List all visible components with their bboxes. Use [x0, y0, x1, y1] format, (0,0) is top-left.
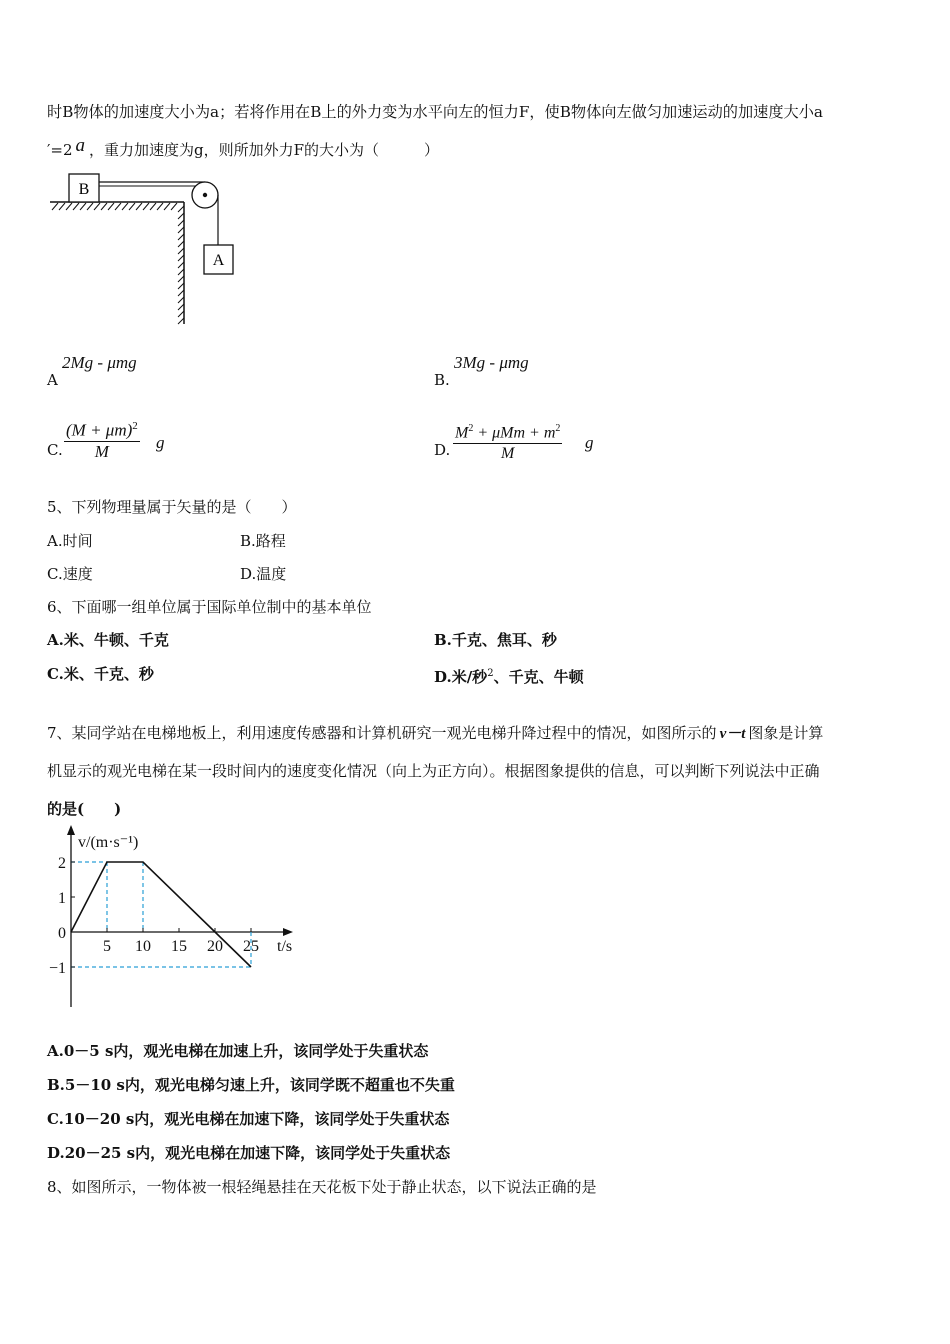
q6-option-d-suffix: 、千克、牛顿	[493, 668, 584, 686]
x-axis-arrow	[283, 928, 293, 936]
q6-option-a: A.米、牛顿、千克	[47, 631, 169, 649]
q4-option-b-expr: 3Mg - μmg	[454, 353, 529, 372]
q7-stem-line1-prefix: 7、某同学站在电梯地板上，利用速度传感器和计算机研究一观光电梯升降过程中的情况，如图所示的	[47, 724, 717, 742]
q4-option-d-exp-2: 2	[555, 423, 561, 434]
q4-option-d-num-1: M	[455, 424, 469, 442]
y-tick-label: 2	[58, 855, 66, 872]
y-axis-arrow	[67, 825, 75, 835]
y-tick-label: 1	[58, 890, 66, 907]
q6-stem: 6、下面哪一组单位属于国际单位制中的基本单位	[47, 598, 372, 616]
q6-option-c: C.米、千克、秒	[47, 665, 154, 683]
q4-accel-symbol: a	[75, 135, 86, 156]
block-b-label: B	[78, 181, 90, 198]
velocity-series-line	[71, 862, 251, 967]
q7-stem-line1	[47, 723, 823, 744]
q6-option-b: B.千克、焦耳、秒	[434, 631, 557, 649]
x-axis-label: t/s	[277, 938, 293, 955]
q6-option-d	[434, 664, 584, 687]
q4-option-d-g: g	[585, 433, 594, 452]
pulley-figure	[44, 170, 284, 330]
q5-stem: 5、下列物理量属于矢量的是（ ）	[47, 498, 297, 516]
x-tick-label: 20	[207, 938, 223, 955]
wall-hatch	[178, 206, 184, 324]
q4-stem-line1: 时B物体的加速度大小为a；若将作用在B上的外力变为水平向左的恒力F，使B物体向左做匀加速运动的加速度大小a	[47, 103, 823, 121]
q4-option-c-numerator: (M + μm)	[66, 420, 133, 440]
q4-option-c-letter: C.	[47, 441, 63, 459]
q8-stem: 8、如图所示，一物体被一根轻绳悬挂在天花板下处于静止状态，以下说法正确的是	[47, 1178, 597, 1196]
q7-option-a: A.0－5 s内，观光电梯在加速上升，该同学处于失重状态	[47, 1042, 429, 1060]
q4-option-d-num-2: + μMm + m	[473, 424, 556, 442]
block-a-label: A	[212, 252, 225, 269]
x-tick-label: 5	[103, 938, 111, 955]
q4-option-d-exp-1: 2	[468, 423, 474, 434]
q7-stem-line2: 机显示的观光电梯在某一段时间内的速度变化情况（向上为正方向）。根据图象提供的信息，可以判断下列说法中正确	[47, 762, 820, 780]
q5-option-a: A.时间	[47, 532, 93, 550]
x-tick-label: 10	[135, 938, 151, 955]
q6-option-d-exponent: 2	[487, 668, 494, 679]
q4-option-c-exponent: 2	[132, 420, 138, 432]
ground-hatch	[52, 203, 177, 210]
q4-option-c-denominator: M	[94, 441, 109, 461]
q7-option-c: C.10－20 s内，观光电梯在加速下降，该同学处于失重状态	[47, 1110, 450, 1128]
x-tick-label: 15	[171, 938, 187, 955]
q4-stem-line2	[47, 135, 440, 160]
q7-stem-line3: 的是( )	[47, 800, 122, 818]
q5-option-d: D.温度	[240, 565, 287, 583]
q4-option-d-denominator: M	[501, 445, 515, 463]
q7-option-b: B.5－10 s内，观光电梯匀速上升，该同学既不超重也不失重	[47, 1076, 455, 1094]
q7-vt-symbol: v－t	[719, 726, 746, 742]
velocity-time-chart	[40, 826, 310, 1006]
y-tick-label: −1	[48, 960, 66, 977]
q4-stem-line2-prefix: ′=2	[47, 141, 73, 159]
y-tick-label: 0	[58, 925, 66, 942]
q4-stem-line2-suffix: ，重力加速度为g，则所加外力F的大小为（ ）	[89, 141, 440, 159]
q5-option-b: B.路程	[240, 532, 286, 550]
q4-option-c-fraction	[64, 416, 140, 462]
q4-option-d-letter: D.	[434, 441, 451, 459]
pulley-axle	[203, 193, 207, 197]
q4-option-a-letter: A	[47, 371, 58, 389]
q5-option-c: C.速度	[47, 565, 93, 583]
q4-option-d-fraction	[453, 419, 562, 464]
q4-option-b-letter: B.	[434, 371, 450, 389]
q4-option-c-g: g	[156, 433, 165, 452]
q7-stem-line1-suffix: 图象是计算	[748, 724, 824, 742]
q4-option-a-expr: 2Mg - μmg	[62, 353, 137, 372]
y-axis-label: v/(m·s⁻¹)	[78, 834, 139, 851]
q6-option-d-prefix: D.米/秒	[434, 668, 488, 686]
q7-option-d: D.20－25 s内，观光电梯在加速下降，该同学处于失重状态	[47, 1144, 451, 1162]
x-tick-label: 25	[243, 938, 259, 955]
